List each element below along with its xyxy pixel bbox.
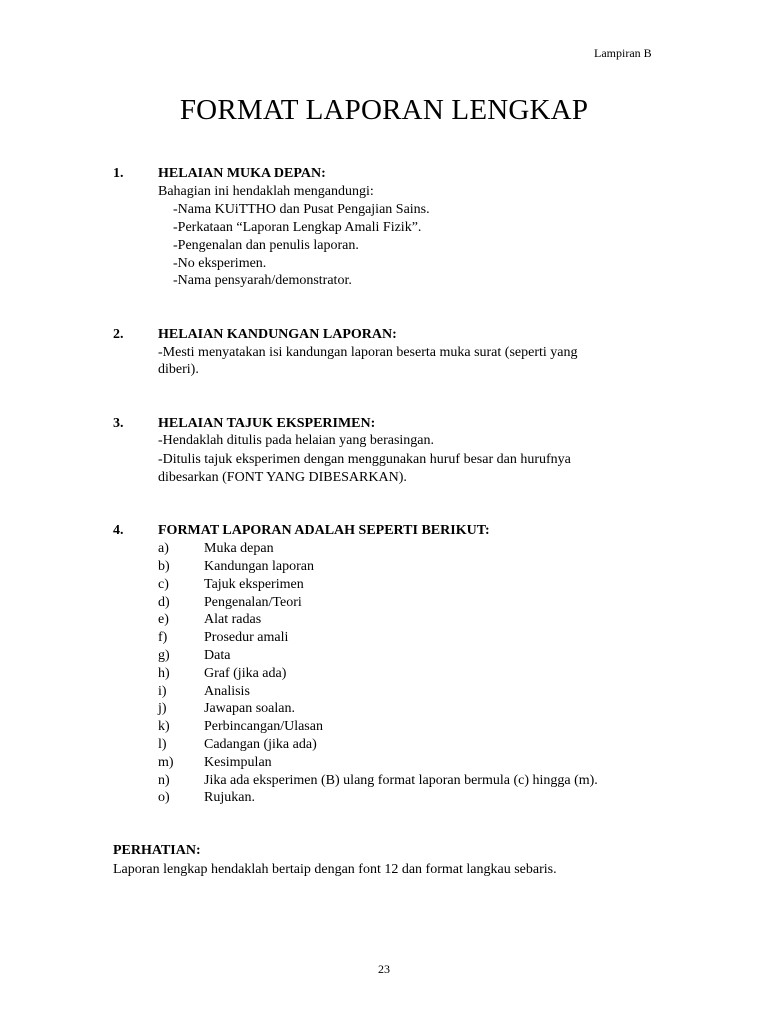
list-item-letter: h) — [158, 666, 170, 681]
section-4-number: 4. — [113, 523, 124, 538]
list-item-letter: m) — [158, 755, 174, 770]
section-1-bullet: -Perkataan “Laporan Lengkap Amali Fizik”. — [173, 220, 422, 235]
section-1-bullet: -Pengenalan dan penulis laporan. — [173, 238, 359, 253]
header-note: Lampiran B — [594, 46, 652, 60]
list-item-letter: j) — [158, 701, 167, 716]
section-4-title: FORMAT LAPORAN ADALAH SEPERTI BERIKUT: — [158, 523, 490, 538]
list-item-letter: o) — [158, 790, 170, 805]
section-2-title: HELAIAN KANDUNGAN LAPORAN: — [158, 327, 397, 342]
list-item-text: Jawapan soalan. — [204, 701, 295, 716]
section-1-title: HELAIAN MUKA DEPAN: — [158, 166, 326, 181]
list-item-text: Muka depan — [204, 541, 274, 556]
list-item-text: Kesimpulan — [204, 755, 272, 770]
notice-title: PERHATIAN: — [113, 843, 201, 858]
list-item-letter: l) — [158, 737, 167, 752]
list-item-text: Pengenalan/Teori — [204, 595, 302, 610]
section-1-bullet: -Nama pensyarah/demonstrator. — [173, 273, 352, 288]
section-3-line: -Ditulis tajuk eksperimen dengan menggunakan huruf besar dan hurufnya — [158, 452, 571, 467]
list-item-letter: k) — [158, 719, 170, 734]
list-item-letter: n) — [158, 773, 170, 788]
list-item-letter: i) — [158, 684, 167, 699]
list-item-letter: g) — [158, 648, 170, 663]
section-3-number: 3. — [113, 416, 124, 431]
section-1-bullet: -No eksperimen. — [173, 256, 267, 271]
list-item-letter: e) — [158, 612, 169, 627]
page-number: 23 — [378, 962, 390, 976]
section-1-number: 1. — [113, 166, 124, 181]
list-item-letter: c) — [158, 577, 169, 592]
list-item-text: Jika ada eksperimen (B) ulang format laporan bermula (c) hingga (m). — [204, 773, 598, 788]
list-item-letter: f) — [158, 630, 168, 645]
list-item-text: Graf (jika ada) — [204, 666, 287, 681]
list-item-text: Analisis — [204, 684, 250, 699]
page-title: FORMAT LAPORAN LENGKAP — [179, 94, 589, 126]
list-item-letter: d) — [158, 595, 170, 610]
section-3-line: -Hendaklah ditulis pada helaian yang berasingan. — [158, 433, 435, 448]
list-item-text: Alat radas — [204, 612, 262, 627]
list-item-text: Perbincangan/Ulasan — [204, 719, 323, 734]
list-item-text: Rujukan. — [204, 790, 255, 805]
list-item-text: Prosedur amali — [204, 630, 289, 645]
section-3-title: HELAIAN TAJUK EKSPERIMEN: — [158, 416, 376, 431]
section-3-line: dibesarkan (FONT YANG DIBESARKAN). — [158, 470, 407, 485]
list-item-text: Kandungan laporan — [204, 559, 315, 574]
section-2-line: diberi). — [158, 362, 199, 377]
section-1-intro: Bahagian ini hendaklah mengandungi: — [158, 184, 374, 199]
list-item-text: Cadangan (jika ada) — [204, 737, 317, 752]
list-item-text: Tajuk eksperimen — [204, 577, 304, 592]
section-1-bullet: -Nama KUiTTHO dan Pusat Pengajian Sains. — [173, 202, 430, 217]
list-item-letter: a) — [158, 541, 169, 556]
list-item-letter: b) — [158, 559, 170, 574]
list-item-text: Data — [204, 648, 231, 663]
notice-text: Laporan lengkap hendaklah bertaip dengan font 12 dan format langkau sebaris. — [113, 862, 557, 877]
section-2-number: 2. — [113, 327, 124, 342]
section-2-line: -Mesti menyatakan isi kandungan laporan beserta muka surat (seperti yang — [158, 345, 578, 360]
